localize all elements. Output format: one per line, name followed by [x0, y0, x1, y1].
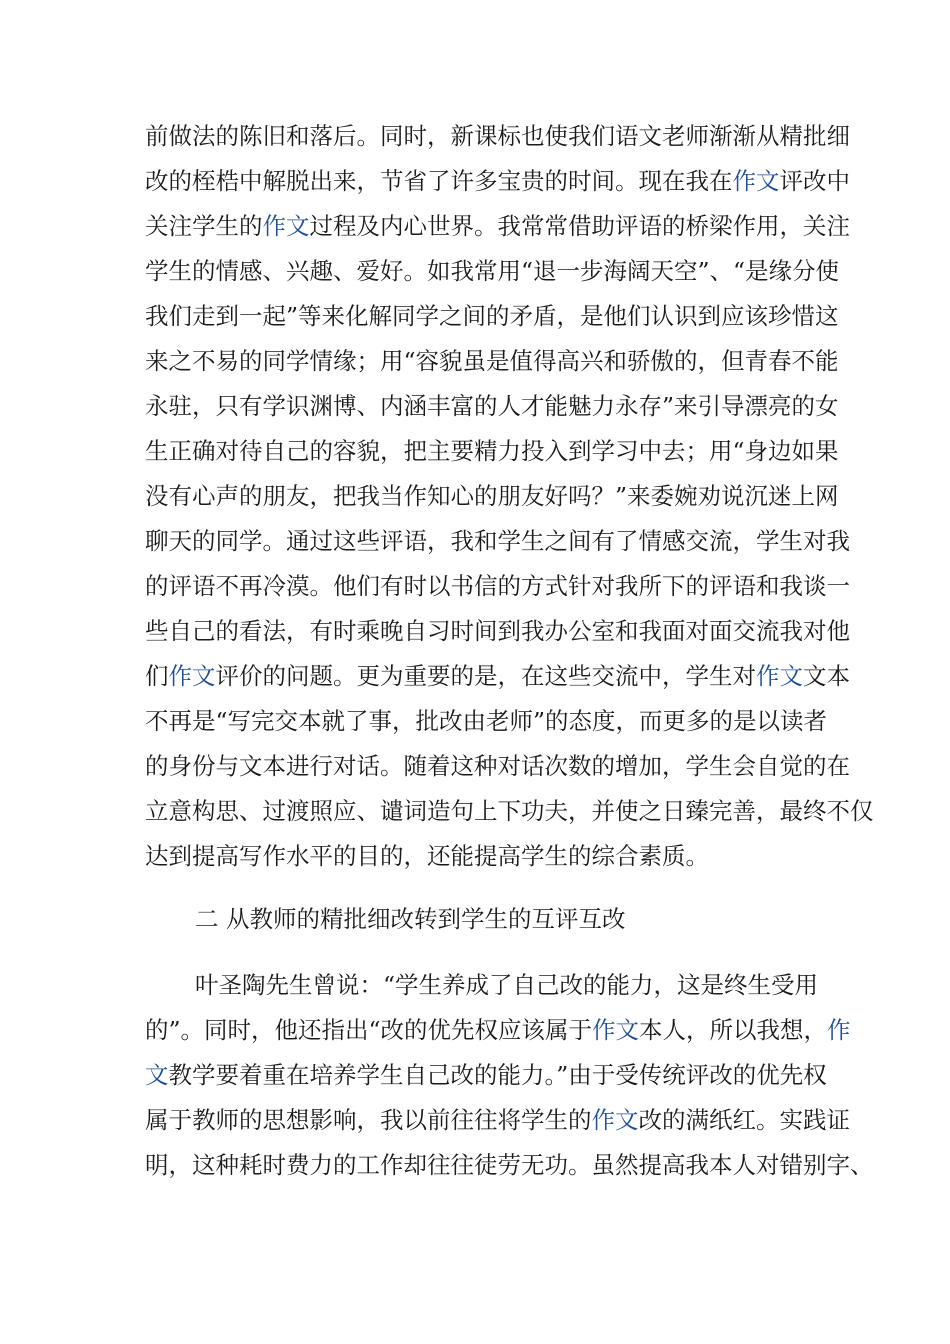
- term-link[interactable]: 文: [145, 1061, 169, 1089]
- text-line: [145, 391, 839, 421]
- text-line: [145, 121, 850, 151]
- text-run: 评改中: [779, 167, 850, 195]
- term-link[interactable]: 作文: [592, 1016, 640, 1044]
- term-link[interactable]: 作文: [591, 1106, 639, 1134]
- text-run: 的评语不再冷漠。他们有时以书信的方式针对我所下的评语和我谈一: [145, 572, 850, 600]
- text-line: [145, 661, 850, 691]
- text-run: 前做法的陈旧和落后。同时，新课标也使我们语文老师渐渐从精批细: [145, 122, 850, 150]
- term-link[interactable]: 作文: [262, 212, 310, 240]
- term-link[interactable]: 作: [827, 1016, 851, 1044]
- term-link[interactable]: 作文: [732, 167, 780, 195]
- text-line: [145, 436, 839, 466]
- text-run: 改的满纸红。实践证: [638, 1106, 850, 1134]
- text-run: 文本: [803, 662, 850, 690]
- text-line: [145, 526, 850, 556]
- text-run: 关注学生的: [145, 212, 263, 240]
- text-line: [145, 211, 850, 241]
- text-run: 改的桎梏中解脱出来，节省了许多宝贵的时间。现在我在: [145, 167, 733, 195]
- text-run: 永驻，只有学识渊博、内涵丰富的人才能魅力永存”来引导漂亮的女: [145, 392, 839, 420]
- text-run: 我们走到一起”等来化解同学之间的矛盾，是他们认识到应该珍惜这: [145, 302, 839, 330]
- text-run: 的身份与文本进行对话。随着这种对话次数的增加，学生会自觉的在: [145, 752, 850, 780]
- text-line: [145, 301, 839, 331]
- text-run: 属于教师的思想影响，我以前往往将学生的: [145, 1106, 592, 1134]
- text-line: [145, 481, 839, 511]
- text-line: [145, 706, 827, 736]
- text-run: 生正确对待自己的容貌，把主要精力投入到学习中去；用“身边如果: [145, 437, 839, 465]
- text-run: 聊天的同学。通过这些评语，我和学生之间有了情感交流，学生对我: [145, 527, 850, 555]
- text-run: 些自己的看法，有时乘晚自习时间到我办公室和我面对面交流我对他: [145, 617, 850, 645]
- text-run: 们: [145, 662, 169, 690]
- text-line: [145, 1060, 827, 1090]
- text-run: 评价的问题。更为重要的是，在这些交流中，学生对: [215, 662, 756, 690]
- text-line: [145, 1150, 874, 1180]
- text-line: [145, 256, 839, 286]
- text-run: 的”。同时，他还指出“改的优先权应该属于: [145, 1016, 593, 1044]
- text-line: [145, 346, 839, 376]
- text-run: 过程及内心世界。我常常借助评语的桥梁作用，关注: [309, 212, 850, 240]
- text-line: [145, 751, 850, 781]
- text-line: [145, 571, 850, 601]
- text-line: [145, 616, 850, 646]
- text-run: 立意构思、过渡照应、谴词造句上下功夫，并使之日臻完善，最终不仅: [145, 797, 874, 825]
- text-line: [145, 796, 874, 826]
- text-line: [145, 841, 709, 871]
- text-run: 叶圣陶先生曾说：“学生养成了自己改的能力，这是终生受用: [195, 971, 819, 999]
- text-run: 来之不易的同学情缘；用“容貌虽是值得高兴和骄傲的，但青春不能: [145, 347, 839, 375]
- text-run: 不再是“写完交本就了事，批改由老师”的态度，而更多的是以读者: [145, 707, 828, 735]
- text-line: [145, 166, 850, 196]
- text-run: 没有心声的朋友，把我当作知心的朋友好吗？”来委婉劝说沉迷上网: [145, 482, 839, 510]
- text-line: [145, 1105, 850, 1135]
- text-line: [145, 1015, 851, 1045]
- text-run: 学生的情感、兴趣、爱好。如我常用“退一步海阔天空”、“是缘分使: [145, 257, 840, 285]
- text-run: 达到提高写作水平的目的，还能提高学生的综合素质。: [145, 842, 709, 870]
- text-run: 本人，所以我想，: [639, 1016, 828, 1044]
- text-run: 明，这种耗时费力的工作却往往徒劳无功。虽然提高我本人对错别字、: [145, 1151, 874, 1179]
- term-link[interactable]: 作文: [756, 662, 803, 690]
- term-link[interactable]: 作文: [168, 662, 216, 690]
- text-run: 教学要着重在培养学生自己改的能力。”由于受传统评改的优先权: [168, 1061, 827, 1089]
- section-heading: 二 从教师的精批细改转到学生的互评互改: [195, 905, 626, 933]
- text-line: [195, 970, 818, 1000]
